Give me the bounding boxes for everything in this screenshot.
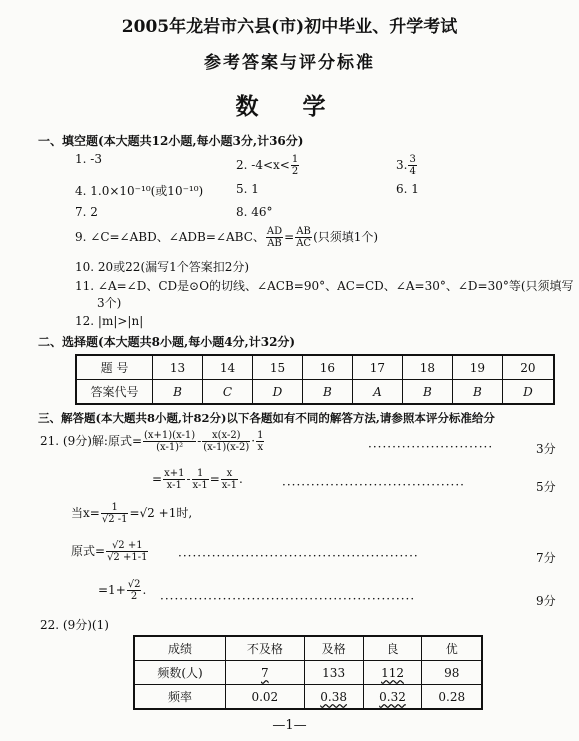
table-header-cell: 成绩 (134, 636, 226, 661)
question-number-cell: 19 (452, 355, 502, 380)
dot-leader: ·························· (368, 440, 494, 454)
table-cell-value: 112 (381, 665, 404, 680)
score-5: 5分 (536, 480, 556, 494)
table-header-cell: 不及格 (226, 636, 305, 661)
question-number-cell: 14 (202, 355, 252, 380)
frequency-table (133, 635, 483, 710)
table-cell (304, 685, 363, 710)
question-number-cell: 13 (153, 355, 203, 380)
table-cell-value: 7 (261, 665, 269, 680)
answer-11-line1: 11. ∠A=∠D、CD是⊙O的切线、∠ACB=90°、AC=CD、∠A=30°、∠D=30°等(只须填写 (75, 279, 574, 293)
dot-leader: ·················································· (178, 549, 419, 563)
answer-code-cell: D (502, 380, 554, 405)
table-header-cell: 题 号 (76, 355, 153, 380)
q21-line1: 21. (9分)解:原式= $\frac{(x+1)(x-1)}{\text{(x-1)²}}$ - $\frac{x(x-2)}{(x-1)(x-2)}$ · $\frac{1}{x}$ (40, 430, 264, 453)
answer-2: 2. -4<x< $\frac{1}{2}$ (236, 154, 299, 177)
table-row (76, 355, 554, 380)
exam-subtitle: 参考答案与评分标准 (204, 53, 375, 73)
table-cell: 0.02 (226, 685, 305, 710)
answer-code-cell: B (402, 380, 452, 405)
answer-code-cell: B (153, 380, 203, 405)
answer-9: 9. ∠C=∠ABD、∠ADB=∠ABC、 $\frac{AD}{AB}$ = $\frac{AB}{AC}$ (只须填1个) (75, 226, 379, 249)
answer-5: 5. 1 (236, 182, 259, 196)
table-row (134, 636, 482, 661)
q21-original: 原式= $\frac{√2 +1}{√2 +1-1}$ (71, 540, 148, 563)
answer-11-line2: 3个) (97, 296, 122, 310)
answer-4: 4. 1.0×10⁻¹⁰(或10⁻¹⁰) (75, 184, 204, 198)
q22-heading: 22. (9分)(1) (40, 618, 109, 632)
answer-1: 1. -3 (75, 152, 102, 166)
answer-3: 3. $\frac{3}{4}$ (396, 154, 416, 177)
table-cell (226, 661, 305, 685)
score-3: 3分 (536, 442, 556, 456)
q21-line2: = $\frac{x+1}{x-1}$ - $\frac{1}{x-1}$ = $\frac{x}{x-1}$ . (152, 468, 243, 491)
score-9: 9分 (536, 594, 556, 608)
answer-8: 8. 46° (236, 205, 273, 219)
table-row (134, 685, 482, 710)
answer-code-cell: C (202, 380, 252, 405)
question-number-cell: 17 (352, 355, 402, 380)
table-cell-value: 0.32 (379, 689, 406, 704)
answer-code-cell: B (452, 380, 502, 405)
table-header-cell: 优 (422, 636, 482, 661)
table-header-cell: 频率 (134, 685, 226, 710)
table-cell (363, 685, 422, 710)
table-cell: 133 (304, 661, 363, 685)
table-header-cell: 频数(人) (134, 661, 226, 685)
table-cell (363, 661, 422, 685)
exam-title: 2005年龙岩市六县(市)初中毕业、升学考试 (121, 17, 458, 37)
question-number-cell: 16 (302, 355, 352, 380)
subject-title: 数 学 (235, 93, 344, 120)
dot-leader: ····················································· (160, 592, 416, 606)
table-header-cell: 及格 (304, 636, 363, 661)
answer-code-cell: A (352, 380, 402, 405)
answer-10: 10. 20或22(漏写1个答案扣2分) (75, 260, 250, 274)
table-cell: 98 (422, 661, 482, 685)
table-header-cell: 答案代号 (76, 380, 153, 405)
choice-answer-table (75, 354, 555, 405)
table-row (134, 661, 482, 685)
table-header-cell: 良 (363, 636, 422, 661)
section3-heading: 三、解答题(本大题共8小题,计82分)以下各题如有不同的解答方法,请参照本评分标准给分 (38, 411, 495, 425)
table-cell: 0.28 (422, 685, 482, 710)
page-number: —1— (272, 718, 307, 733)
q21-when: 当x= $\frac{1}{√2 -1}$ =√2 +1时, (71, 502, 193, 525)
question-number-cell: 18 (402, 355, 452, 380)
table-cell-value: 0.38 (320, 689, 347, 704)
dot-leader: ······································ (282, 478, 465, 492)
section2-heading: 二、选择题(本大题共8小题,每小题4分,计32分) (38, 335, 296, 349)
section1-heading: 一、填空题(本大题共12小题,每小题3分,计36分) (38, 134, 304, 148)
answer-code-cell: B (302, 380, 352, 405)
answer-7: 7. 2 (75, 205, 98, 219)
answer-12: 12. |m|>|n| (75, 314, 144, 328)
question-number-cell: 20 (502, 355, 554, 380)
answer-code-cell: D (252, 380, 302, 405)
question-number-cell: 15 (252, 355, 302, 380)
score-7: 7分 (536, 551, 556, 565)
table-row (76, 380, 554, 405)
q21-result: =1+ $\frac{√2}{2}$ . (98, 579, 147, 602)
answer-6: 6. 1 (396, 182, 419, 196)
